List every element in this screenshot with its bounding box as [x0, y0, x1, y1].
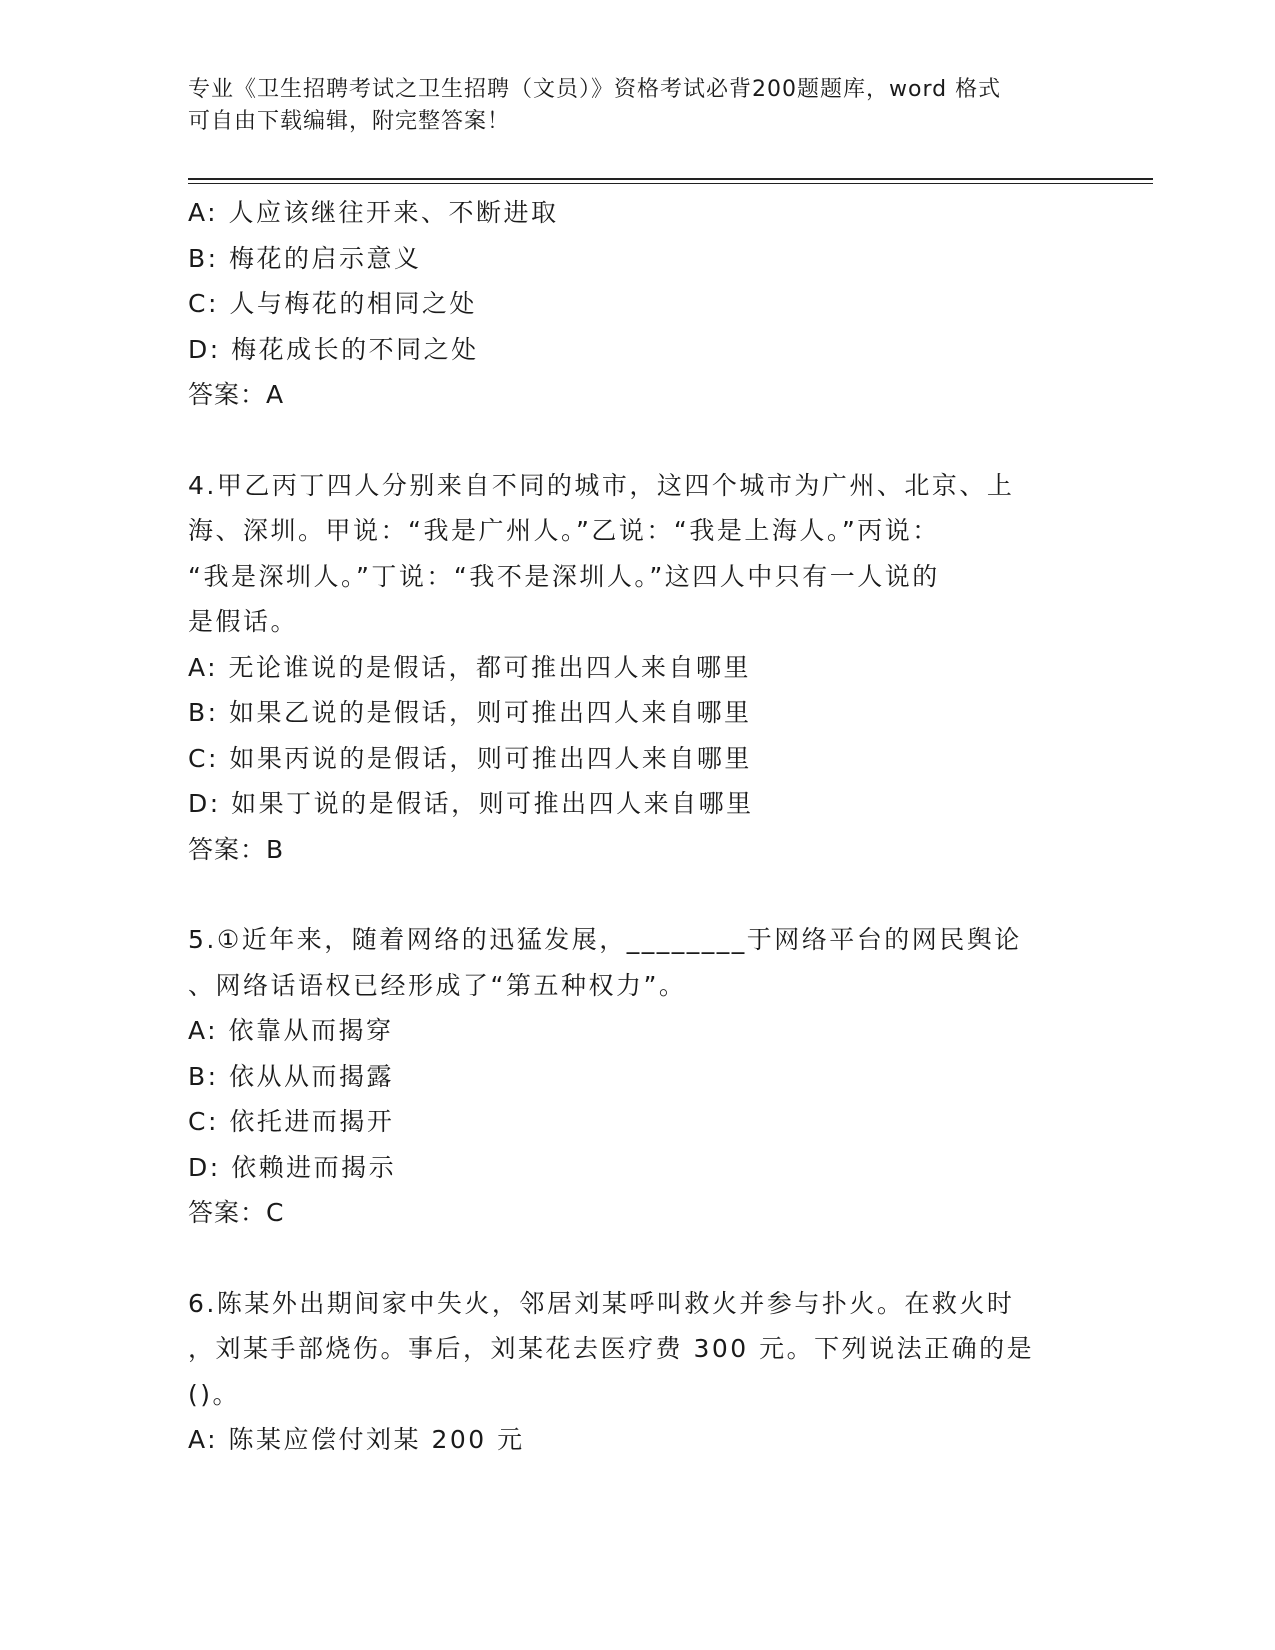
question-list [188, 190, 1068, 1463]
question-stem-line: 6.陈某外出期间家中失火，邻居刘某呼叫救火并参与扑火。在救火时 [188, 1288, 1015, 1318]
question-stem-line: “我是深圳人。”丁说：“我不是深圳人。”这四人中只有一人说的 [188, 561, 940, 591]
answer-line: 答案：A [188, 380, 285, 409]
question-stem-line: ，刘某手部烧伤。事后，刘某花去医疗费 300 元。下列说法正确的是 [188, 1334, 1035, 1363]
document-header [188, 74, 1068, 138]
question-stem-line: 是假话。 [188, 607, 299, 636]
option-a: A: 无论谁说的是假话，都可推出四人来自哪里 [188, 652, 752, 682]
question-stem-line: 海、深圳。甲说：“我是广州人。”乙说：“我是上海人。”丙说： [188, 516, 940, 545]
header-divider-thick [188, 178, 1153, 180]
header-line-1: 专业《卫生招聘考试之卫生招聘（文员）》资格考试必背200题题库，word 格式 [188, 77, 1002, 102]
option-d: D: 梅花成长的不同之处 [188, 334, 479, 364]
question-3 [188, 190, 1068, 418]
option-b: B: 依从从而揭露 [188, 1061, 395, 1091]
question-4 [188, 463, 1068, 873]
option-c: C: 如果丙说的是假话，则可推出四人来自哪里 [188, 743, 752, 773]
question-stem-line: 5.①近年来，随着网络的迅猛发展，________于网络平台的网民舆论 [188, 925, 1022, 954]
question-stem-line: 、网络话语权已经形成了“第五种权力”。 [188, 970, 687, 1000]
answer-line: 答案：C [188, 1198, 285, 1227]
spacer [188, 872, 1068, 917]
option-a: A: 人应该继往开来、不断进取 [188, 198, 559, 227]
option-a: A: 依靠从而揭穿 [188, 1016, 394, 1045]
option-a: A: 陈某应偿付刘某 200 元 [188, 1425, 525, 1454]
question-5 [188, 917, 1068, 1236]
answer-line: 答案：B [188, 834, 285, 864]
option-d: D: 依赖进而揭示 [188, 1152, 397, 1182]
spacer [188, 1236, 1068, 1281]
question-stem-line: 4.甲乙丙丁四人分别来自不同的城市，这四个城市为广州、北京、上 [188, 470, 1015, 500]
spacer [188, 418, 1068, 463]
option-d: D: 如果丁说的是假话，则可推出四人来自哪里 [188, 789, 754, 818]
option-b: B: 梅花的启示意义 [188, 243, 422, 273]
option-c: C: 人与梅花的相同之处 [188, 289, 477, 318]
header-divider-thin [188, 183, 1153, 184]
question-stem-line: ()。 [188, 1379, 241, 1409]
option-c: C: 依托进而揭开 [188, 1107, 395, 1136]
question-6 [188, 1281, 1068, 1463]
header-line-2: 可自由下载编辑，附完整答案！ [188, 109, 511, 134]
option-b: B: 如果乙说的是假话，则可推出四人来自哪里 [188, 698, 752, 727]
